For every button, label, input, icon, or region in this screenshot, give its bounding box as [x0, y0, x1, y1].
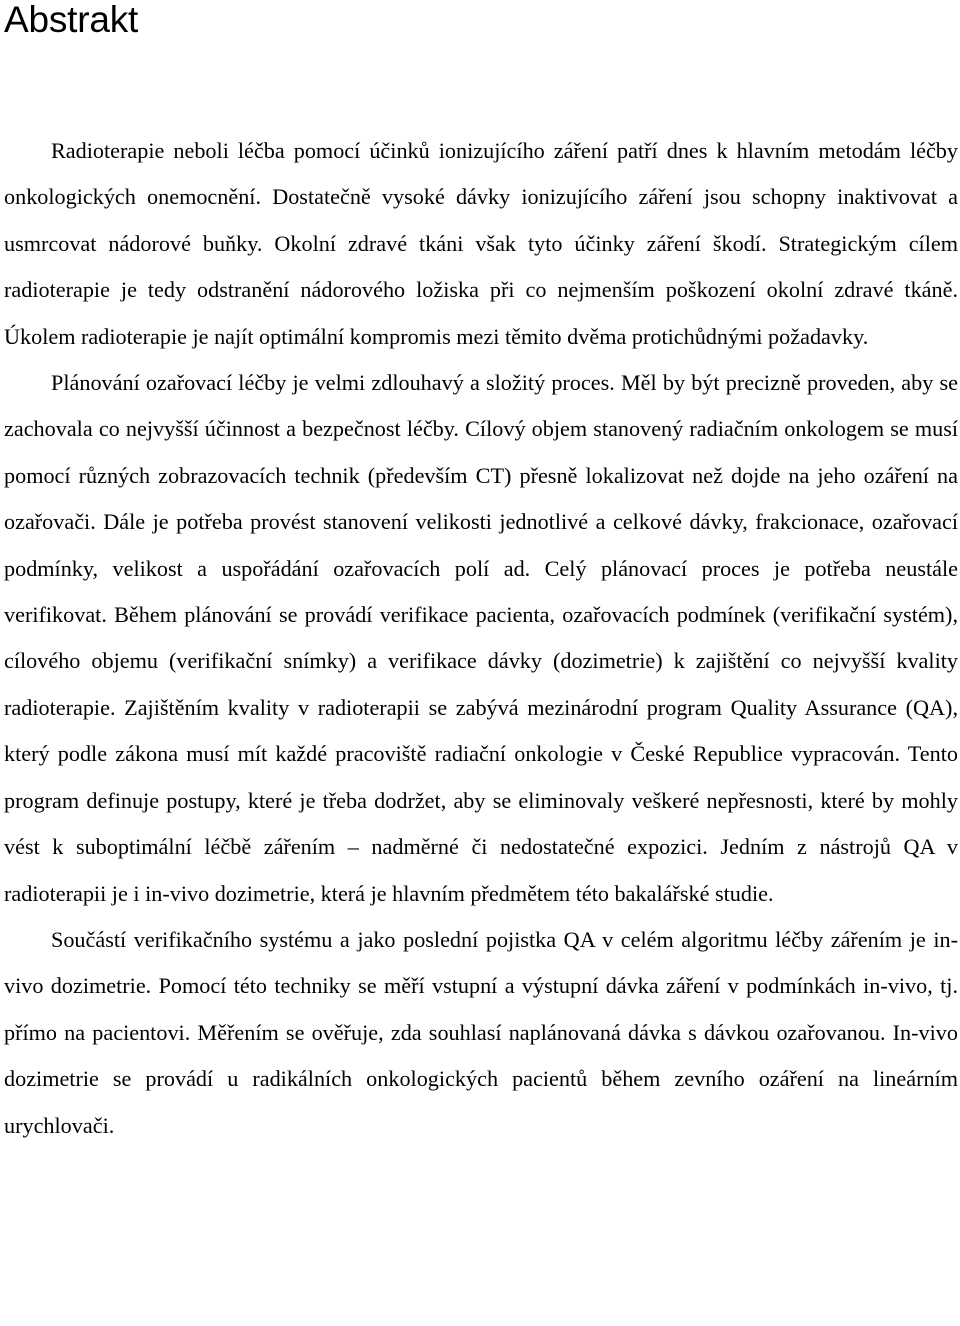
paragraph-in-vivo: Součástí verifikačního systému a jako poslední pojistka QA v celém algoritmu léčby zářením je in-vivo dozimetrie. Pomocí této techniky se měří vstupní a výstupní dávka záření v podmínkách in-vivo, tj. přímo na pacientovi. Měřením se ověřuje, zda souhlasí naplánovaná dávka s dávkou ozařovanou. In-vivo dozimetrie se provádí u radikálních onkologických pacientů během zevního ozáření na lineárním urychlovači. [4, 926, 958, 1138]
paragraph-planning: Plánování ozařovací léčby je velmi zdlouhavý a složitý proces. Měl by být precizně proveden, aby se zachovala co nejvyšší účinnost a bezpečnost léčby. Cílový objem stanovený radiačním onkologem se musí pomocí různých zobrazovacích technik (především CT) přesně lokalizovat než dojde na jeho ozáření na ozařovači. Dále je potřeba provést stanovení velikosti jednotlivé a celkové dávky, frakcionace, ozařovací podmínky, velikost a uspořádání ozařovacích polí ad. Celý plánovací proces je potřeba neustále verifikovat. Během plánování se provádí verifikace pacienta, ozařovacích podmínek (verifikační systém), cílového objemu (verifikační snímky) a verifikace dávky (dozimetrie) k zajištění co nejvyšší kvality radioterapie. Zajištěním kvality v radioterapii se zabývá mezinárodní program Quality Assurance (QA), který podle zákona musí mít každé pracoviště radiační onkologie v České Republice vypracován. Tento program definuje postupy, které je třeba dodržet, aby se eliminovaly veškeré nepřesnosti, které by mohly vést k suboptimální léčbě zářením – nadměrné či nedostatečné expozici. Jedním z nástrojů QA v radioterapii je i in-vivo dozimetrie, která je hlavním předmětem této bakalářské studie. [4, 370, 958, 906]
page-title: Abstrakt [4, 0, 139, 40]
paragraph-intro: Radioterapie neboli léčba pomocí účinků ionizujícího záření patří dnes k hlavním metodám léčby onkologických onemocnění. Dostatečně vysoké dávky ionizujícího záření jsou schopny inaktivovat a usmrcovat nádorové buňky. Okolní zdravé tkáni však tyto účinky záření škodí. Strategickým cílem radioterapie je tedy odstranění nádorového ložiska při co nejmenším poškození okolní zdravé tkáně. Úkolem radioterapie je najít optimální kompromis mezi těmito dvěma protichůdnými požadavky. [4, 138, 958, 349]
